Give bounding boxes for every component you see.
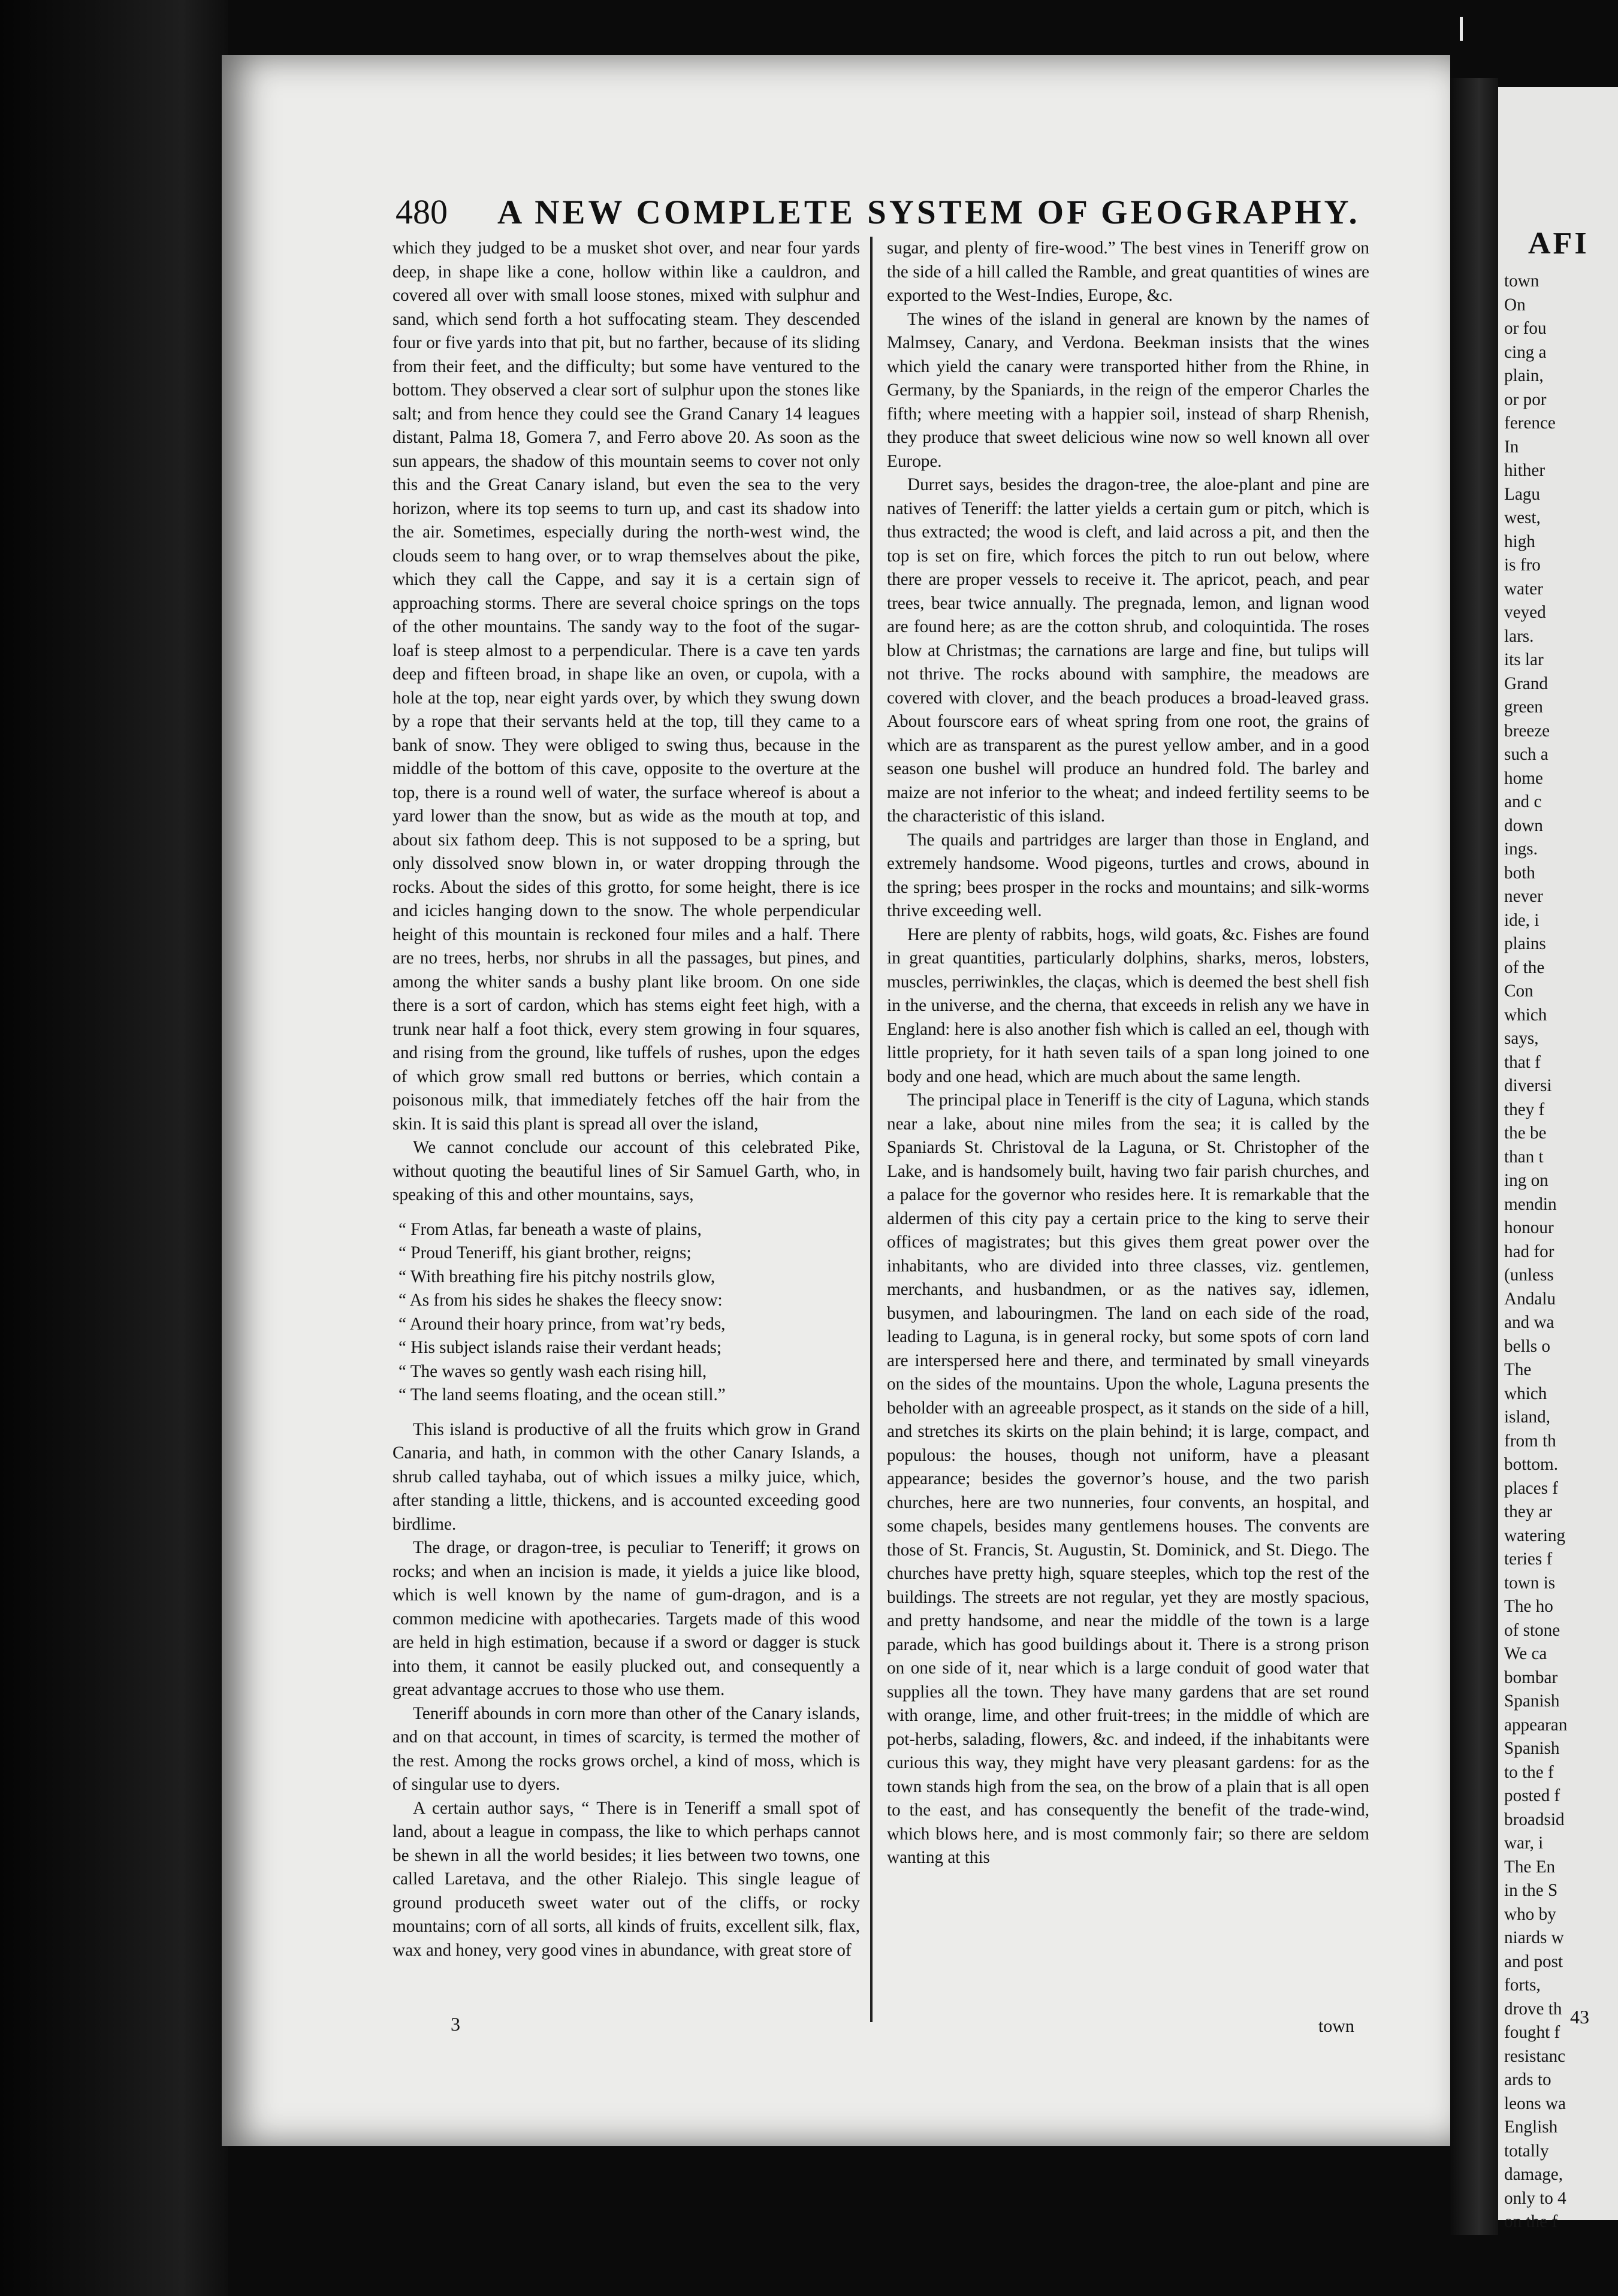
running-head: A NEW COMPLETE SYSTEM OF GEOGRAPHY. <box>497 194 1360 231</box>
verse-line: “ Around their hoary prince, from wat’ry beds, <box>399 1314 726 1334</box>
verse-line: “ Proud Teneriff, his giant brother, reigns; <box>399 1243 692 1262</box>
facing-line: to the f <box>1504 1762 1554 1782</box>
right-column <box>887 237 1369 1989</box>
facing-line: damage, <box>1504 2165 1563 2184</box>
facing-line: The En <box>1504 1857 1556 1877</box>
facing-line: We ca <box>1504 1644 1547 1663</box>
facing-line: places f <box>1504 1478 1558 1498</box>
facing-page <box>1498 87 1618 2231</box>
left-column <box>393 237 860 1989</box>
verse-line: “ His subject islands raise their verdant heads; <box>399 1338 722 1357</box>
facing-line: water <box>1504 579 1543 599</box>
facing-line: of stone <box>1504 1620 1560 1640</box>
facing-line: island, <box>1504 1407 1551 1427</box>
facing-line: west, <box>1504 508 1541 527</box>
facing-line: is fro <box>1504 555 1541 575</box>
paragraph: We cannot conclude our account of this celebrated Pike, without quoting the beautiful lines of Sir Samuel Garth, who, in speaking of this and other mountains, says, <box>393 1138 860 1204</box>
facing-line: bombar <box>1504 1667 1558 1687</box>
facing-line: ide, i <box>1504 910 1539 930</box>
facing-line: war, i <box>1504 1833 1544 1853</box>
paragraph: Here are plenty of rabbits, hogs, wild goats, &c. Fishes are found in great quantities, particularly dolphins, sharks, meros, lobsters, muscles, perriwinkles, the claças, which is deemed the best shell fish in the universe, and the cherna, that exceeds in relish any we have in England: here is also another fish which is called an eel, though with little propriety, for it hath seven tails of a span long joined to one body and one head, which are much about the same length. <box>887 925 1369 1086</box>
catchword: town <box>1318 2016 1354 2036</box>
facing-line: English <box>1504 2117 1558 2137</box>
facing-line: fought f <box>1504 2023 1560 2042</box>
facing-line: plains <box>1504 934 1546 953</box>
facing-line: had for <box>1504 1241 1554 1261</box>
facing-line: lars. <box>1504 626 1534 646</box>
facing-line: (unless <box>1504 1265 1554 1285</box>
verse-line: “ With breathing fire his pitchy nostrils glow, <box>399 1267 716 1286</box>
facing-line: cing a <box>1504 342 1547 362</box>
facing-line: ings. <box>1504 839 1538 859</box>
facing-line: honour <box>1504 1218 1554 1237</box>
facing-line: plain, <box>1504 366 1544 385</box>
facing-line: On <box>1504 295 1526 315</box>
paragraph: The principal place in Teneriff is the city of Laguna, which stands near a lake, about nine miles from the sea; it is called by the Spaniards St. Christoval de la Laguna, or St. Christopher of the Lake, and is handsomely built, having two fair parish churches, and a palace for the governor who resides here. It is remarkable that the aldermen of this city pay a certain price to the king to serve their offices of magistrates; but this gives them great power over the inhabitants, who are divided into three classes, viz. gentlemen, merchants, and husbandmen, or as the natives say, idlemen, busymen, and labouringmen. The land on each side of the road, leading to Laguna, is in general rocky, but some spots of corn land are interspersed here and there, and terminated by small vineyards on the sides of the mountains. Upon the whole, Laguna presents the beholder with an agreeable prospect, as it stands on the side of a hill, and stretches its skirts on the plain behind; it is large, compact, and populous: the houses, though not uniform, have a pleasant appearance; besides the governor’s house, and the two parish churches, here are two nunneries, four convents, an hospital, and some chapels, besides many gentlemens houses. The convents are those of St. Francis, St. Augustin, St. Dominick, and St. Diego. The churches have pretty high, square steeples, which top the rest of the buildings. The streets are not regular, yet they are mostly spacious, and pretty handsome, and near the middle of the town is a large parade, which has good buildings about it. There is a strong prison on one side of it, near which is a large conduit of good water that supplies all the town. They have many gardens that are set round with orange, lime, and other fruit-trees; in the middle of which are pot-herbs, salading, flowers, &c. and indeed, if the inhabitants were curious this way, they might have very pleasant gardens: for as the town stands high from the sea, on the brow of a plain that is all open to the east, and has consequently the benefit of the trade-wind, which blows here, and is most commonly fair; so there are seldom wanting at this <box>887 1090 1369 1867</box>
facing-line: drove th <box>1504 1999 1562 2019</box>
facing-line: down <box>1504 815 1543 835</box>
facing-line: niards w <box>1504 1928 1564 1947</box>
facing-line: ing on <box>1504 1171 1548 1190</box>
facing-line: Spanish <box>1504 1691 1560 1711</box>
facing-line: broadsid <box>1504 1809 1565 1829</box>
facing-line: says, <box>1504 1029 1539 1048</box>
facing-line: Grand <box>1504 673 1548 693</box>
facing-line: such a <box>1504 745 1548 764</box>
facing-line: Andalu <box>1504 1289 1556 1309</box>
paragraph: Durret says, besides the dragon-tree, the aloe-plant and pine are natives of Teneriff: the latter yields a certain gum or pitch, which is thus extracted; the wood is cleft, and laid across a pit, and then the top is set on fire, which forces the pitch to run out below, where there are proper vessels to receive it. The apricot, peach, and pear trees, bear twice annually. The pregnada, lemon, and lignan wood are found here; as are the cotton shrub, and coloquintida. The roses blow at Christmas; the carnations are large and fine, but tulips will not thrive. The rocks abound with samphire, the meadows are covered with clover, and the beach produces a broad-leaved grass. About fourscore ears of wheat spring from one root, the grains of which are as transparent as the purest yellow amber, and in a good season one bushel will produce an hundred fold. The barley and maize are not inferior to the wheat; and indeed fertility seems to be the characteristic of this island. <box>887 475 1369 826</box>
facing-signature-mark: 43 <box>1570 2006 1589 2028</box>
facing-line: town is <box>1504 1573 1556 1593</box>
facing-line: posted f <box>1504 1786 1560 1805</box>
facing-line: watering <box>1504 1525 1566 1545</box>
facing-line: totally <box>1504 2141 1549 2161</box>
facing-line: its lar <box>1504 650 1544 669</box>
signature-mark: 3 <box>451 2013 460 2035</box>
facing-line: teries f <box>1504 1549 1553 1569</box>
facing-line: only to 4 <box>1504 2188 1566 2208</box>
facing-line: hither <box>1504 461 1545 480</box>
facing-line: and c <box>1504 792 1542 811</box>
paragraph: The wines of the island in general are known by the names of Malmsey, Canary, and Verdona. Beekman insists that the wines which yield the canary were transported hither from the Rhine, in Germany, by the Spaniards, in the reign of the emperor Charles the fifth; where meeting with a happier soil, instead of sharp Rhenish, they produce that sweet delicious wine now so well known all over Europe. <box>887 309 1369 471</box>
facing-line: Lagu <box>1504 484 1540 504</box>
verse-line: “ From Atlas, far beneath a waste of plains, <box>399 1219 702 1239</box>
facing-line: or por <box>1504 389 1547 409</box>
facing-line: they ar <box>1504 1502 1553 1521</box>
verse-quotation <box>393 1218 860 1407</box>
facing-line: high <box>1504 531 1535 551</box>
gutter-fold <box>1450 78 1498 2235</box>
facing-line: and wa <box>1504 1313 1554 1332</box>
column-rule <box>870 237 873 2022</box>
facing-running-head: AFI <box>1528 226 1589 261</box>
facing-line: the be <box>1504 1123 1547 1143</box>
facing-line: that f <box>1504 1052 1541 1072</box>
facing-line: mendin <box>1504 1194 1557 1214</box>
facing-line: home <box>1504 768 1543 788</box>
facing-line: ards to <box>1504 2070 1551 2089</box>
facing-line: they f <box>1504 1099 1545 1119</box>
facing-line: and post <box>1504 1951 1563 1971</box>
paragraph: This island is productive of all the fruits which grow in Grand Canaria, and hath, in common with the other Canary Islands, a shrub called tayhaba, out of which issues a milky juice, which, after standing a little, thickens, and is accounted exceeding good birdlime. <box>393 1419 860 1534</box>
facing-line: town <box>1504 271 1539 291</box>
paragraph: A certain author says, “ There is in Teneriff a small spot of land, about a league in compass, the like to which perhaps cannot be shewn in all the world besides; it lies between two towns, one called Laretava, and the other Rialejo. This single league of ground produceth sweet water out of the cliffs, or rocky mountains; corn of all sorts, all kinds of fruits, excellent silk, flax, wax and honey, very good vines in abundance, with great store of <box>393 1798 860 1960</box>
facing-line: or fou <box>1504 319 1547 338</box>
facing-line: Spanish <box>1504 1739 1560 1758</box>
facing-line: In <box>1504 437 1519 457</box>
scan-edge-mark <box>1460 17 1463 41</box>
facing-line: The ho <box>1504 1597 1553 1616</box>
paragraph: which they judged to be a musket shot over, and near four yards deep, in shape like a cone, hollow within like a cauldron, and covered all over with small loose stones, mixed with sulphur and sand, which send forth a hot suffocating steam. They descended four or five yards into that pit, but no farther, because of its sliding from their feet, and the difficulty; but some have ventured to the bottom. They observed a clear sort of sulphur upon the stones like salt; and from hence they could see the Grand Canary 14 leagues distant, Palma 18, Gomera 7, and Ferro above 20. As soon as the sun appears, the shadow of this mountain seems to cover not only this and the Great Canary island, but even the sea to the very horizon, where its top seems to turn up, and cast its shadow into the air. Sometimes, especially during the north-west wind, the clouds seem to hang over, or to wrap themselves about the pike, which they call the Cappe, and say it is a certain sign of approaching storms. There are several choice springs on the tops of the other mountains. The sandy way to the foot of the sugar-loaf is steep almost to a perpendicular. There is a cave ten yards deep and fifteen broad, in shape like an oven, or cupola, with a hole at the top, near eight yards over, by which they swung down by a rope that their servants held at the top, till they came to a bank of snow. They were obliged to swing thus, because in the middle of the bottom of this cave, opposite to the overture at the top, there is a round well of water, the surface whereof is about a yard lower than the snow, but as wide as the mouth at top, and about six fathom deep. This is not supposed to be a spring, but only dissolved snow blown in, or water dropping through the rocks. About the sides of this grotto, for some height, there is ice and icicles hanging down to the snow. The whole perpendicular height of this mountain is reckoned four miles and a half. There are no trees, herbs, nor shrubs in all the passages, but pines, and among the whiter sands a bushy plant like broom. On one side there is a sort of cardon, which has stems eight feet high, with a trunk near half a foot thick, every stem growing in four squares, and rising from the ground, like tuffels of rushes, upon the edges of which grow small red buttons or berries, which contain a poisonous milk, that immediately fetches off the hair from the skin. It is said this plant is spread all over the island, <box>393 238 860 1134</box>
facing-line: appearan <box>1504 1715 1568 1735</box>
facing-line: Con <box>1504 981 1534 1001</box>
verse-line: “ The waves so gently wash each rising hill, <box>399 1361 707 1381</box>
facing-line: bells o <box>1504 1336 1551 1356</box>
facing-line: both <box>1504 863 1535 883</box>
paragraph: sugar, and plenty of fire-wood.” The best vines in Teneriff grow on the side of a hill called the Ramble, and great quantities of wines are exported to the West-Indies, Europe, &c. <box>887 238 1369 305</box>
facing-line: on the f <box>1504 2212 1558 2231</box>
facing-line: green <box>1504 697 1543 717</box>
facing-line: of the <box>1504 957 1545 977</box>
facing-text <box>1504 270 1618 2234</box>
facing-line: which <box>1504 1383 1547 1403</box>
facing-line: resistanc <box>1504 2046 1566 2066</box>
paragraph: The drage, or dragon-tree, is peculiar to Teneriff; it grows on rocks; and when an incision is made, it yields a juice like blood, which is well known by the name of gum-dragon, and is a common medicine with apothecaries. Targets made of this wood are held in high estimation, because if a sword or dagger is stuck into them, it cannot be easily plucked out, and consequently a great advantage accrues to those who use them. <box>393 1538 860 1699</box>
facing-line: than t <box>1504 1147 1544 1167</box>
facing-line: never <box>1504 887 1543 906</box>
facing-line: in the S <box>1504 1881 1558 1900</box>
page-number: 480 <box>396 192 448 231</box>
book-spine-shadow <box>0 0 228 2296</box>
facing-line: diversi <box>1504 1076 1552 1095</box>
verse-line: “ The land seems floating, and the ocean still.” <box>399 1385 726 1404</box>
facing-line: forts, <box>1504 1975 1541 1995</box>
facing-line: leons wa <box>1504 2093 1566 2113</box>
verse-line: “ As from his sides he shakes the fleecy snow: <box>399 1291 723 1310</box>
facing-line: ference <box>1504 413 1556 433</box>
facing-line: The <box>1504 1360 1532 1379</box>
facing-line: from th <box>1504 1431 1556 1451</box>
paragraph: Teneriff abounds in corn more than other of the Canary islands, and on that account, in times of scarcity, is termed the mother of the rest. Among the rocks grows orchel, a kind of moss, which is of singular use to dyers. <box>393 1703 860 1794</box>
paragraph: The quails and partridges are larger than those in England, and extremely handsome. Wood pigeons, turtles and crows, abound in the spring; bees prosper in the rocks and mountains; and silk-worms thrive exceeding well. <box>887 830 1369 920</box>
facing-line: breeze <box>1504 721 1550 741</box>
facing-line: veyed <box>1504 603 1546 622</box>
facing-line: bottom. <box>1504 1455 1558 1474</box>
facing-line: which <box>1504 1005 1547 1025</box>
facing-line: who by <box>1504 1904 1556 1924</box>
